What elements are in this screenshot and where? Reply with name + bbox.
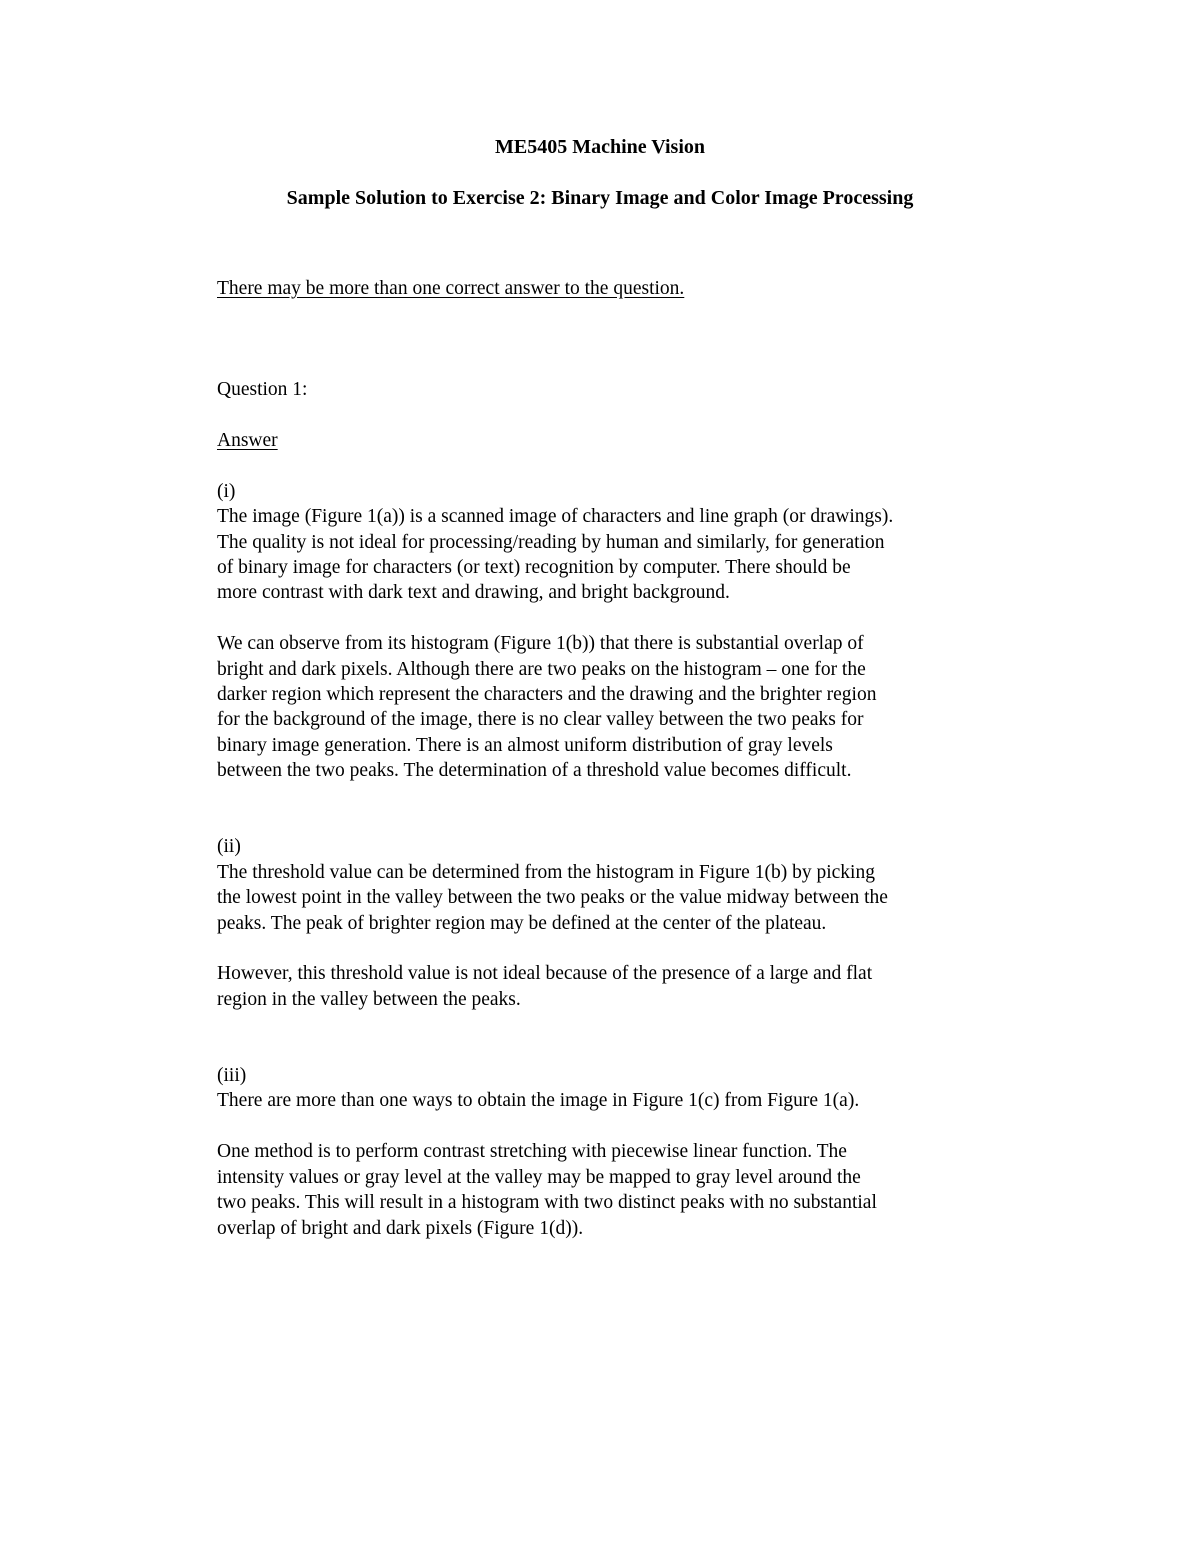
part-label: (iii) [217,1065,247,1087]
paragraph [217,1139,1007,1241]
document-body [217,276,1007,1241]
paragraph [217,961,1007,1012]
text-line: region in the valley between the peaks. [217,988,521,1010]
answer-label: Answer [217,430,278,451]
text-line: for the background of the image, there is no clear valley between the two peaks for [217,709,864,731]
text-line: binary image generation. There is an almost uniform distribution of gray levels [217,734,833,756]
paragraph [217,860,1007,936]
text-line: bright and dark pixels. Although there are two peaks on the histogram – one for the [217,658,866,680]
course-title: ME5405 Machine Vision [494,136,705,158]
text-line: However, this threshold value is not ideal because of the presence of a large and flat [217,963,873,985]
text-line: two peaks. This will result in a histogram with two distinct peaks with no substantial [217,1192,877,1214]
answer-part-ii [217,834,1007,1012]
part-label: (ii) [217,836,241,858]
text-line: between the two peaks. The determination of a threshold value becomes difficult. [217,760,852,782]
text-line: the lowest point in the valley between the two peaks or the value midway between the [217,887,888,909]
text-line: peaks. The peak of brighter region may be defined at the center of the plateau. [217,912,827,934]
paragraph [217,631,1007,783]
answer-part-iii [217,1063,1007,1241]
text-line: The threshold value can be determined from the histogram in Figure 1(b) by picking [217,861,875,883]
text-line: One method is to perform contrast stretching with piecewise linear function. The [217,1141,847,1163]
text-line: intensity values or gray level at the valley may be mapped to gray level around the [217,1166,861,1188]
paragraph [217,504,1007,606]
paragraph [217,1088,1007,1113]
text-line: overlap of bright and dark pixels (Figure 1(d)). [217,1217,584,1239]
part-label: (i) [217,480,236,502]
text-line: We can observe from its histogram (Figure 1(b)) that there is substantial overlap of [217,633,864,655]
answer-part-i [217,479,1007,784]
text-line: more contrast with dark text and drawing, and bright background. [217,582,730,604]
text-line: There are more than one ways to obtain the image in Figure 1(c) from Figure 1(a). [217,1090,860,1112]
text-line: The image (Figure 1(a)) is a scanned image of characters and line graph (or drawings). [217,506,894,528]
note-text: There may be more than one correct answer to the question. [217,278,685,299]
text-line: darker region which represent the characters and the drawing and the brighter region [217,684,877,706]
text-line: The quality is not ideal for processing/reading by human and similarly, for generation [217,531,885,553]
question-label: Question 1: [217,379,308,401]
document-subtitle: Sample Solution to Exercise 2: Binary Image and Color Image Processing [286,187,914,209]
text-line: of binary image for characters (or text) recognition by computer. There should be [217,557,851,579]
